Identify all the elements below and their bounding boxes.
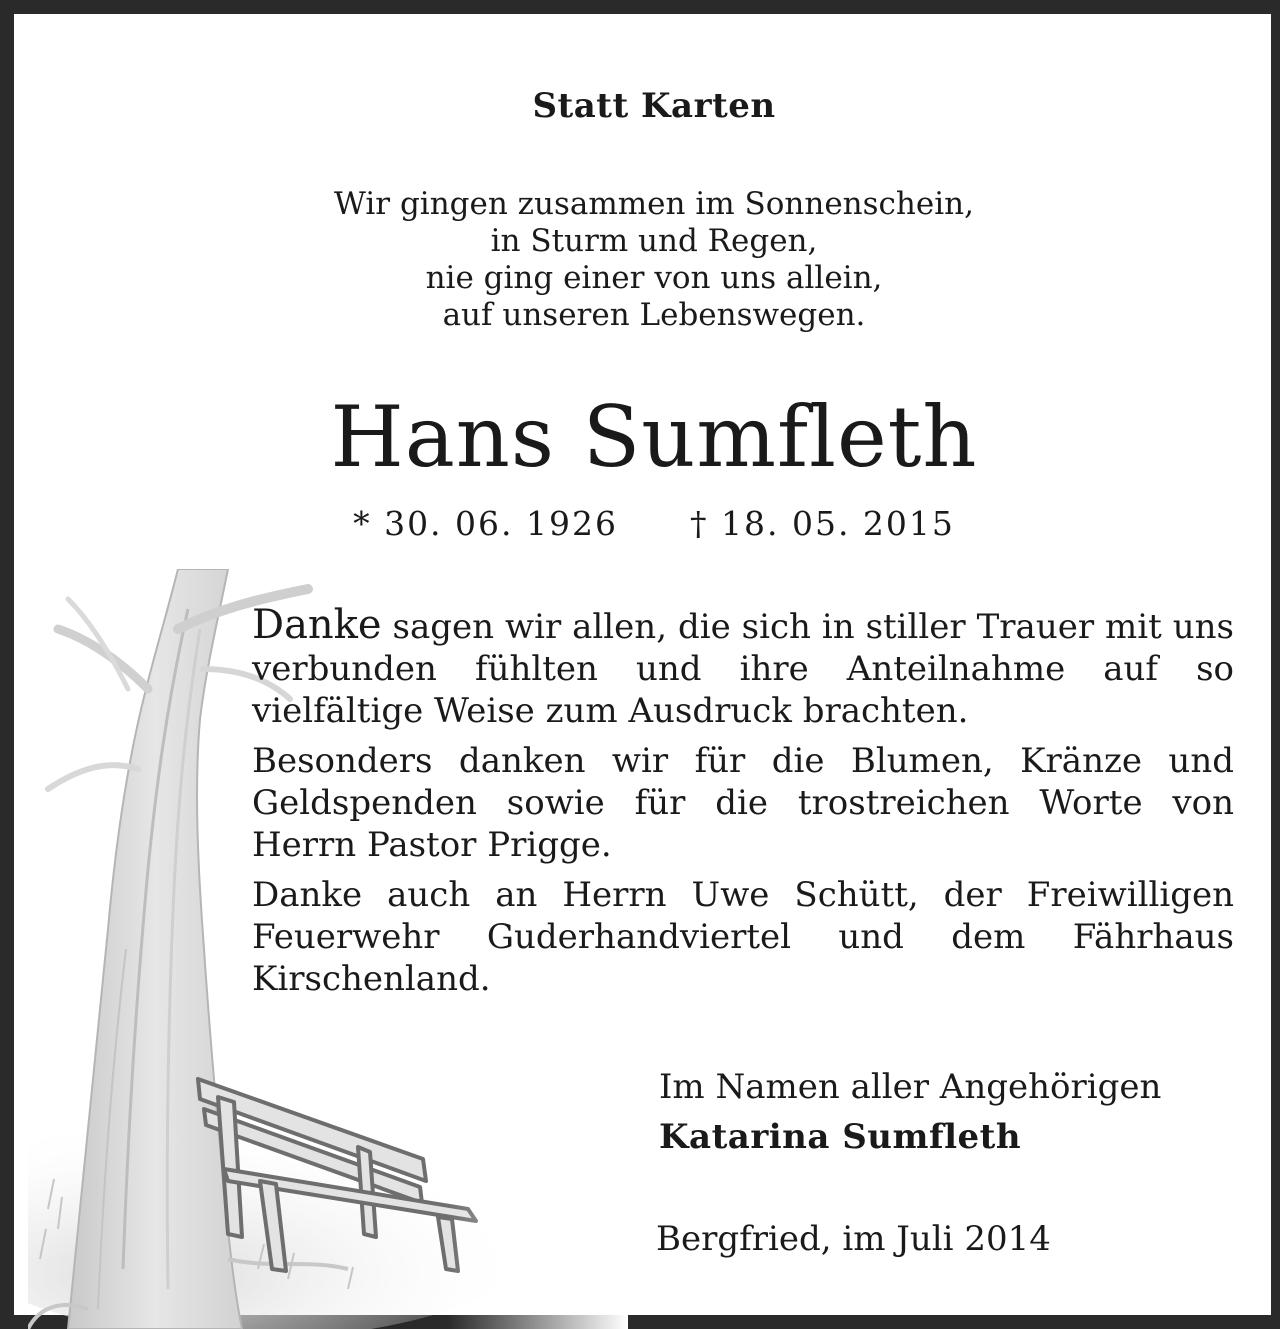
poem	[14, 186, 1280, 334]
signoff	[659, 1062, 1161, 1162]
lead-word: Danke	[252, 602, 382, 648]
message-paragraph: Besonders danken wir für die Blumen, Kränze und Geldspenden sowie für die trostreichen Worte von Herrn Pastor Prigge.	[252, 741, 1234, 865]
poem-line: Wir gingen zusammen im Sonnenschein,	[334, 186, 974, 222]
pre-title: Statt Karten	[532, 86, 776, 126]
poem-line: auf unseren Lebenswegen.	[442, 297, 866, 333]
message-paragraph	[252, 604, 1234, 732]
thank-you-message	[252, 604, 1234, 1008]
poem-line: in Sturm und Regen,	[490, 223, 818, 259]
place-and-date: Bergfried, im Juli 2014	[656, 1219, 1051, 1259]
deceased-name: Hans Sumfleth	[330, 388, 978, 486]
poem-line: nie ging einer von uns allein,	[425, 260, 883, 296]
signoff-intro: Im Namen aller Angehörigen	[659, 1067, 1162, 1107]
death-date: † 18. 05. 2015	[690, 504, 955, 543]
message-paragraph: Danke auch an Herrn Uwe Schütt, der Freiwilligen Feuerwehr Guderhandviertel und dem Fährhaus Kirschenland.	[252, 875, 1234, 999]
message-text: sagen wir allen, die sich in stiller Trauer mit uns verbunden fühlten und ihre Anteilnahme auf so vielfältige Weise zum Ausdruck brachten.	[252, 607, 1234, 731]
life-dates	[14, 504, 1280, 543]
birth-date: * 30. 06. 1926	[353, 504, 618, 543]
signer-name: Katarina Sumfleth	[659, 1117, 1022, 1157]
